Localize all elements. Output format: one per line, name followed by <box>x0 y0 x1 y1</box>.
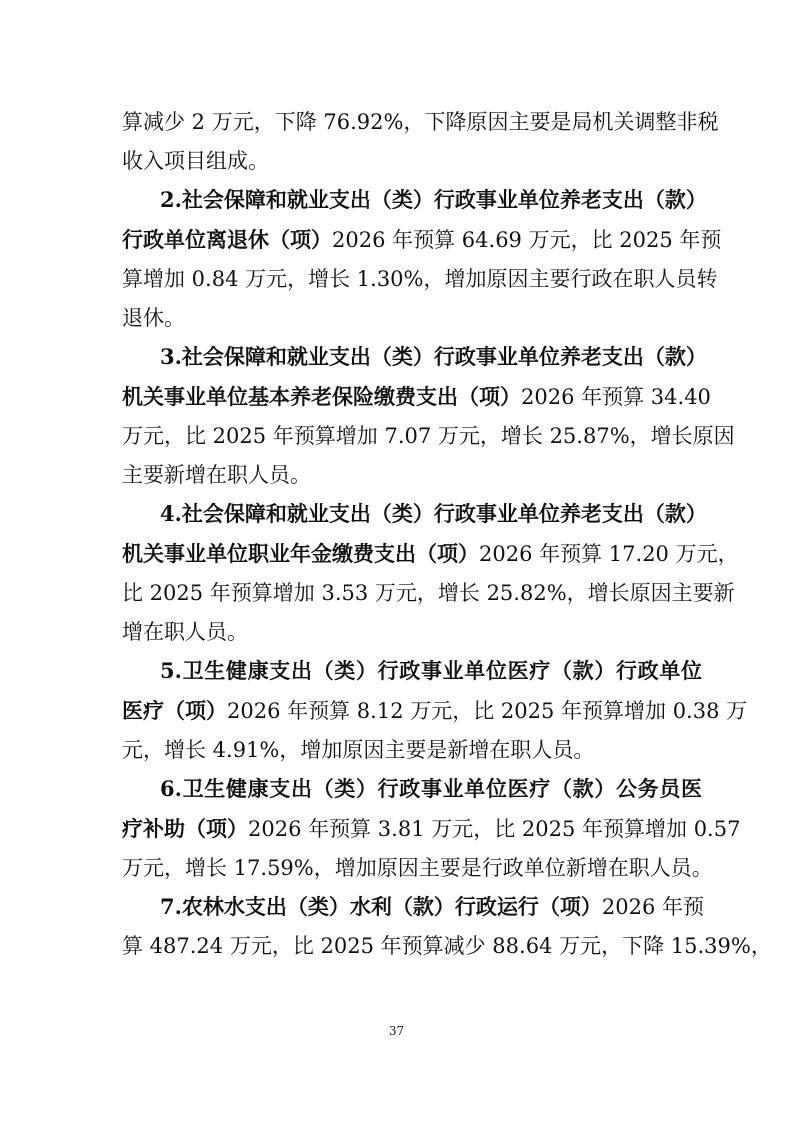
text-line-14: 增在职人员。 <box>122 620 248 644</box>
text-line-8: 机关事业单位基本养老保险缴费支出（项）2026 年预算 34.40 <box>122 384 711 409</box>
item-3-heading: 3.社会保障和就业支出（类）行政事业单位养老支出（款） <box>160 344 707 369</box>
text-line-13: 比 2025 年预算增加 3.53 万元，增长 25.82%，增长原因主要新 <box>122 581 735 605</box>
item-7-heading: 7.农林水支出（类）水利（款）行政运行（项）2026 年预 <box>160 894 705 919</box>
text-line-2: 收入项目组成。 <box>122 149 269 173</box>
item-2-heading: 2.社会保障和就业支出（类）行政事业单位养老支出（款） <box>160 187 707 212</box>
page-number: 37 <box>388 1024 405 1038</box>
text-line-6: 退休。 <box>122 306 185 330</box>
text-line-5: 算增加 0.84 万元，增长 1.30%，增加原因主要行政在职人员转 <box>122 267 718 291</box>
item-5-heading: 5.卫生健康支出（类）行政事业单位医疗（款）行政单位 <box>160 658 702 683</box>
text-line-9: 万元，比 2025 年预算增加 7.07 万元，增长 25.87%，增长原因 <box>122 424 735 448</box>
text-line-17: 元，增长 4.91%，增加原因主要是新增在职人员。 <box>122 738 595 762</box>
text-line-16: 医疗（项）2026 年预算 8.12 万元，比 2025 年预算增加 0.38 万 <box>122 698 748 723</box>
item-4-heading: 4.社会保障和就业支出（类）行政事业单位养老支出（款） <box>160 501 707 526</box>
text-line-20: 万元，增长 17.59%，增加原因主要是行政单位新增在职人员。 <box>122 856 713 880</box>
text-line-1: 算减少 2 万元，下降 76.92%，下降原因主要是局机关调整非税 <box>122 110 719 134</box>
item-6-heading: 6.卫生健康支出（类）行政事业单位医疗（款）公务员医 <box>160 776 702 801</box>
text-line-19: 疗补助（项）2026 年预算 3.81 万元，比 2025 年预算增加 0.57 <box>122 816 741 841</box>
text-line-10: 主要新增在职人员。 <box>122 463 311 487</box>
text-line-12: 机关事业单位职业年金缴费支出（项）2026 年预算 17.20 万元， <box>122 541 739 566</box>
text-line-4: 行政单位离退休（项）2026 年预算 64.69 万元，比 2025 年预 <box>122 227 722 252</box>
text-line-22: 算 487.24 万元，比 2025 年预算减少 88.64 万元，下降 15.39%， <box>122 934 772 958</box>
